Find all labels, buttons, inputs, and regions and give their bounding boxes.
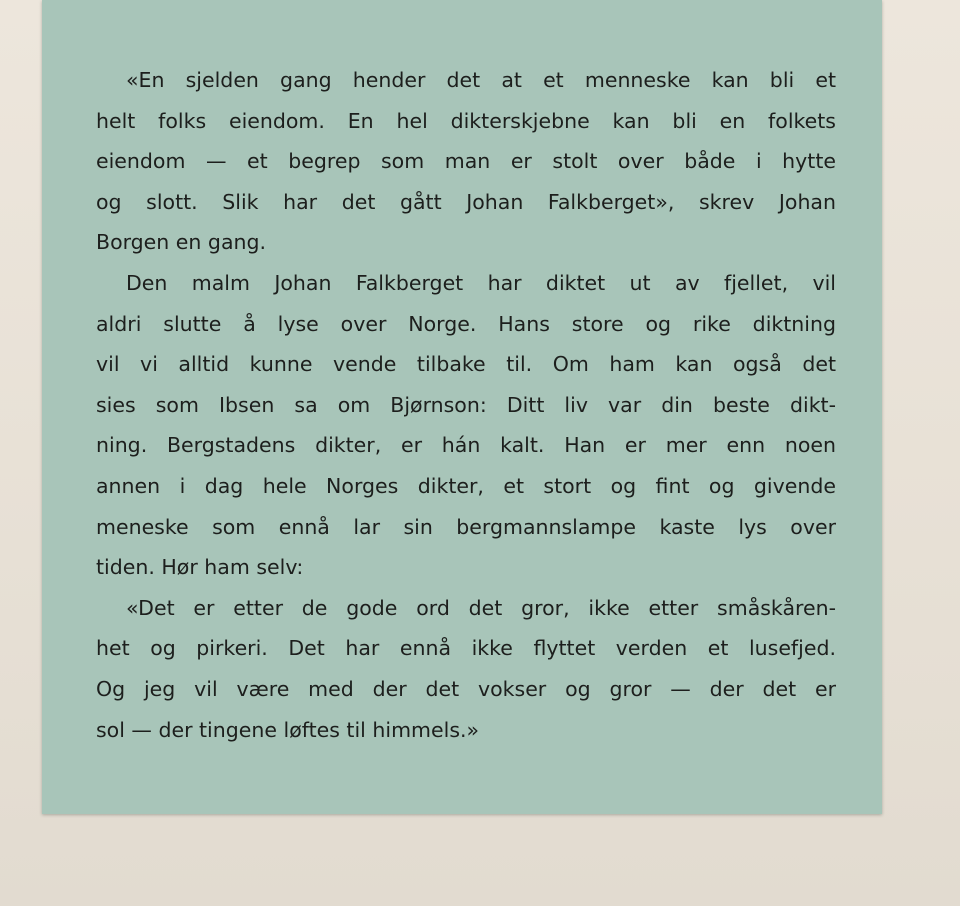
text-line: «Det er etter de gode ord det gror, ikke etter småskåren- — [126, 595, 836, 620]
text-line: og slott. Slik har det gått Johan Falkberget», skrev Johan — [96, 189, 836, 214]
text-line: aldri slutte å lyse over Norge. Hans store og rike diktning — [96, 311, 836, 336]
text-line: ning. Bergstadens dikter, er hán kalt. Han er mer enn noen — [96, 433, 836, 458]
text-line: meneske som ennå lar sin bergmannslampe kaste lys over — [96, 514, 836, 539]
text-line: vil vi alltid kunne vende tilbake til. Om ham kan også det — [96, 352, 836, 377]
text-line: tiden. Hør ham selv: — [96, 555, 304, 580]
text-line: helt folks eiendom. En hel dikterskjebne kan bli en folkets — [96, 108, 836, 133]
text-line: sol — der tingene løftes til himmels.» — [96, 717, 480, 742]
text-line: Den malm Johan Falkberget har diktet ut av fjellet, vil — [126, 270, 836, 295]
paragraph-2 — [96, 263, 836, 588]
text-line: eiendom — et begrep som man er stolt over både i hytte — [96, 149, 836, 174]
paragraph-3 — [96, 588, 836, 750]
text-line: annen i dag hele Norges dikter, et stort og fint og givende — [96, 473, 836, 498]
text-line: sies som Ibsen sa om Bjørnson: Ditt liv var din beste dikt- — [96, 392, 836, 417]
text-line: het og pirkeri. Det har ennå ikke flyttet verden et lusefjed. — [96, 636, 836, 661]
text-block — [96, 60, 836, 750]
text-line: Og jeg vil være med der det vokser og gror — der det er — [96, 676, 836, 701]
paragraph-1 — [96, 60, 836, 263]
text-line: «En sjelden gang hender det at et menneske kan bli et — [126, 68, 836, 92]
text-line: Borgen en gang. — [96, 230, 267, 255]
